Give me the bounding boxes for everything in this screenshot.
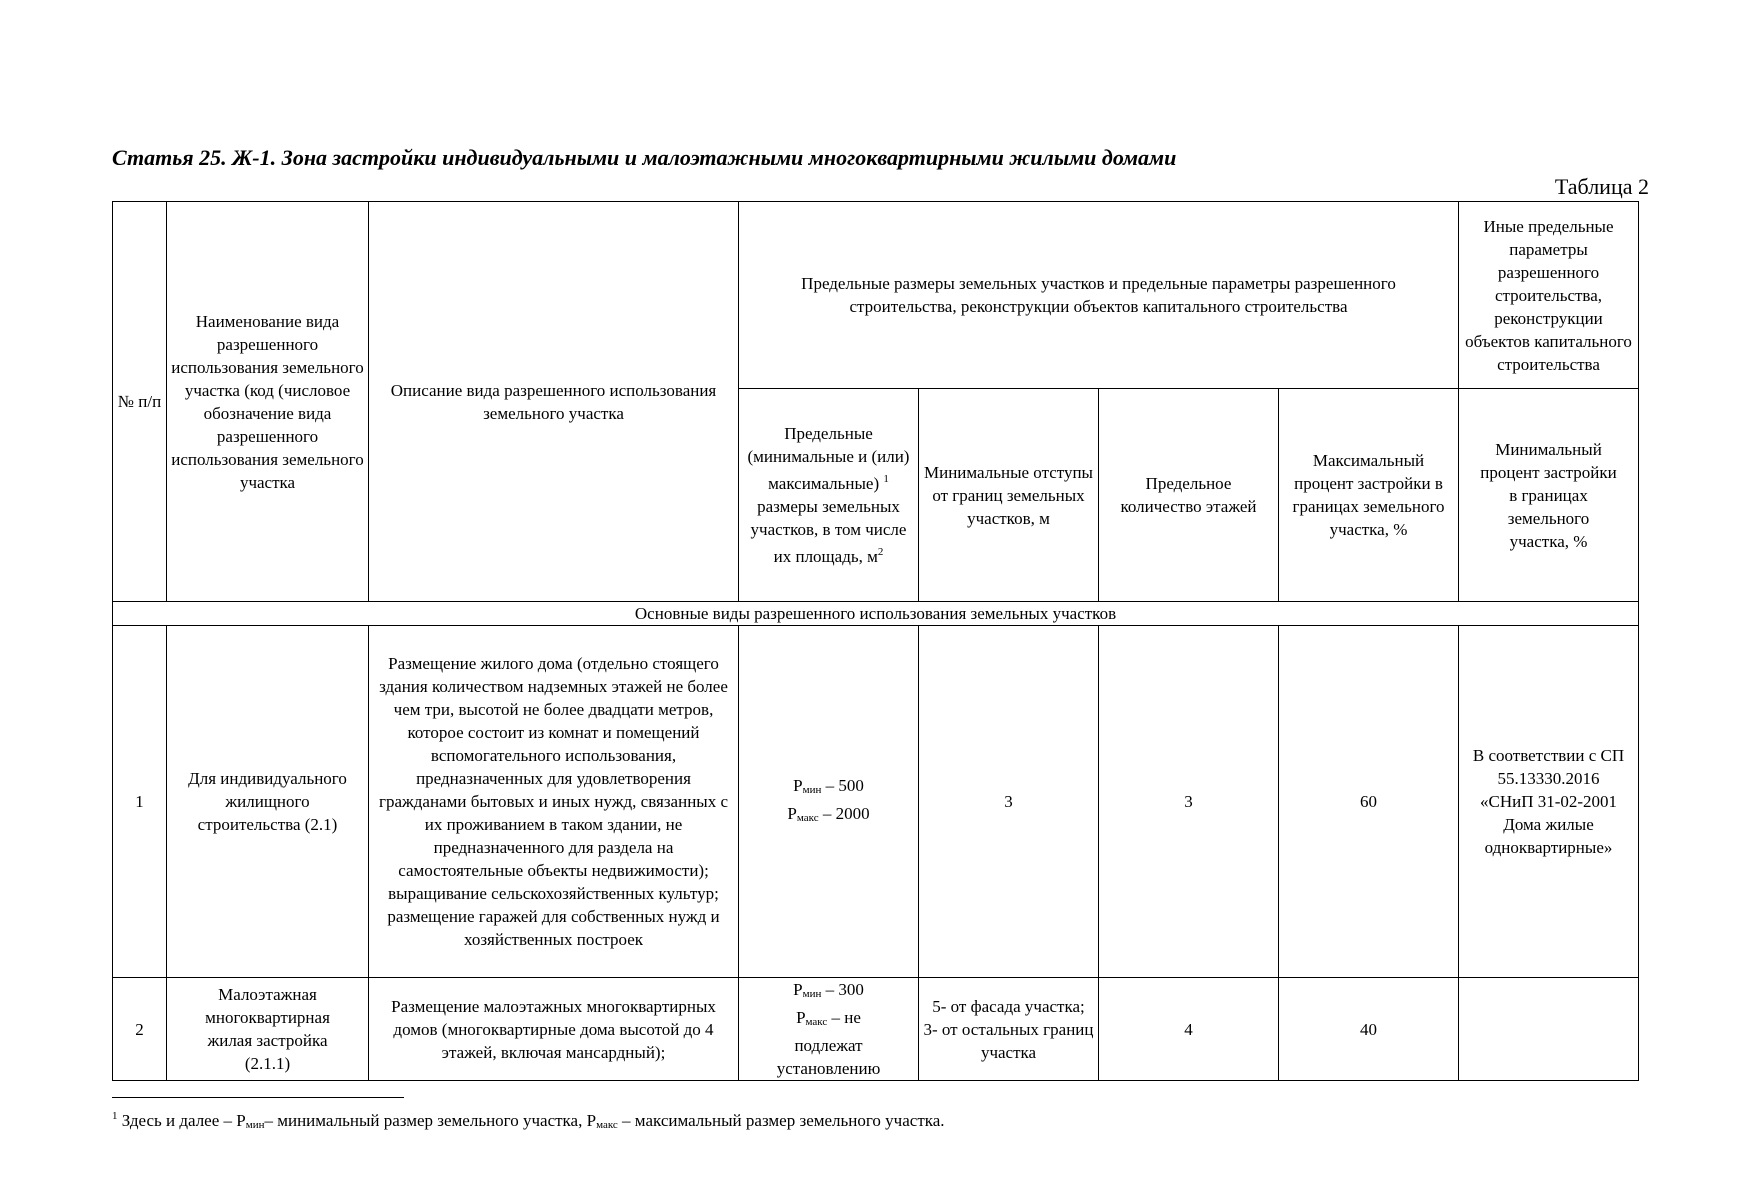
footnote-mark: 1 (112, 1110, 118, 1122)
table-row (113, 626, 1639, 978)
article-title: Статья 25. Ж-1. Зона застройки индивидуальными и малоэтажными многоквартирными жилыми домами (112, 145, 1177, 170)
setback-other: 3- от остальных границ участка (923, 1019, 1094, 1062)
header-sizes-unit-sup: 2 (877, 546, 884, 558)
header-sizes-pre: Предельные (минимальные и (или) максимальные) (747, 424, 910, 493)
row-description: Размещение жилого дома (отдельно стоящего здания количеством надземных этажей не более чем три, высотой не более двадцати метров, которое состоит из комнат и помещений вспомогательного использования, предназначенных для удовлетворения гражданами бытовых и иных нужд, связанных с их проживанием в таком здании, не предназначенного для раздела на самостоятельные объекты недвижимости); выращивание сельскохозяйственных культур; размещение гаражей для собственных нужд и хозяйственных построек (369, 626, 739, 978)
header-setbacks: Минимальные отступы от границ земельных участков, м (919, 389, 1099, 602)
size-max: Pмакс – не подлежат установлению (776, 1008, 881, 1078)
row-floors: 3 (1099, 626, 1279, 978)
header-other-group: Иные предельные параметры разрешенного строительства, реконструкции объектов капитального строительства (1459, 202, 1639, 389)
header-sizes (739, 389, 919, 602)
header-description: Описание вида разрешенного использования земельного участка (369, 202, 739, 602)
header-limits-group: Предельные размеры земельных участков и предельные параметры разрешенного строительства, реконструкции объектов капитального строительства (739, 202, 1459, 389)
row-num: 2 (113, 978, 167, 1081)
header-floors: Предельное количество этажей (1099, 389, 1279, 602)
row-name: Для индивидуального жилищного строительства (2.1) (167, 626, 369, 978)
table-label: Таблица 2 (1554, 174, 1649, 199)
row-setbacks: 3 (919, 626, 1099, 978)
row-num: 1 (113, 626, 167, 978)
row-other: В соответствии с СП 55.13330.2016 «СНиП 31-02-2001 Дома жилые одноквартирные» (1459, 626, 1639, 978)
footnote-separator (112, 1097, 404, 1098)
row-setbacks (919, 978, 1099, 1081)
section-title: Основные виды разрешенного использования земельных участков (113, 602, 1639, 626)
size-min: Pмин – 500 (793, 775, 864, 796)
footnote-ref: 1 (883, 473, 889, 485)
header-max-percent: Максимальный процент застройки в границах земельного участка, % (1279, 389, 1459, 602)
row-sizes (739, 626, 919, 978)
footnote: $^1$ Здесь и далее – Рмин– минимальный размер земельного участка, Рмакс – максимальный размер земельного участка. (112, 1110, 945, 1131)
row-max-percent: 60 (1279, 626, 1459, 978)
header-name: Наименование вида разрешенного использования земельного участка (код (числовое обозначение вида разрешенного использования земельного участка (167, 202, 369, 602)
size-max: Pмакс – 2000 (787, 803, 870, 824)
size-min: Pмин – 300 (793, 980, 864, 1000)
table-row (113, 978, 1639, 1081)
row-max-percent: 40 (1279, 978, 1459, 1081)
header-num: № п/п (113, 202, 167, 602)
row-other (1459, 978, 1639, 1081)
header-min-percent: Минимальный процент застройки в границах земельного участка, % (1459, 389, 1639, 602)
header-sizes-post: размеры земельных участков, в том числе их площадь, м (750, 497, 907, 566)
zoning-table (112, 201, 1639, 1081)
row-description: Размещение малоэтажных многоквартирных домов (многоквартирные дома высотой до 4 этажей, включая мансардный); (369, 978, 739, 1081)
row-floors: 4 (1099, 978, 1279, 1081)
row-sizes (739, 978, 919, 1081)
row-name: Малоэтажная многоквартирная жилая застройка (2.1.1) (167, 978, 369, 1081)
setback-front: 5- от фасада участка; (932, 996, 1085, 1016)
